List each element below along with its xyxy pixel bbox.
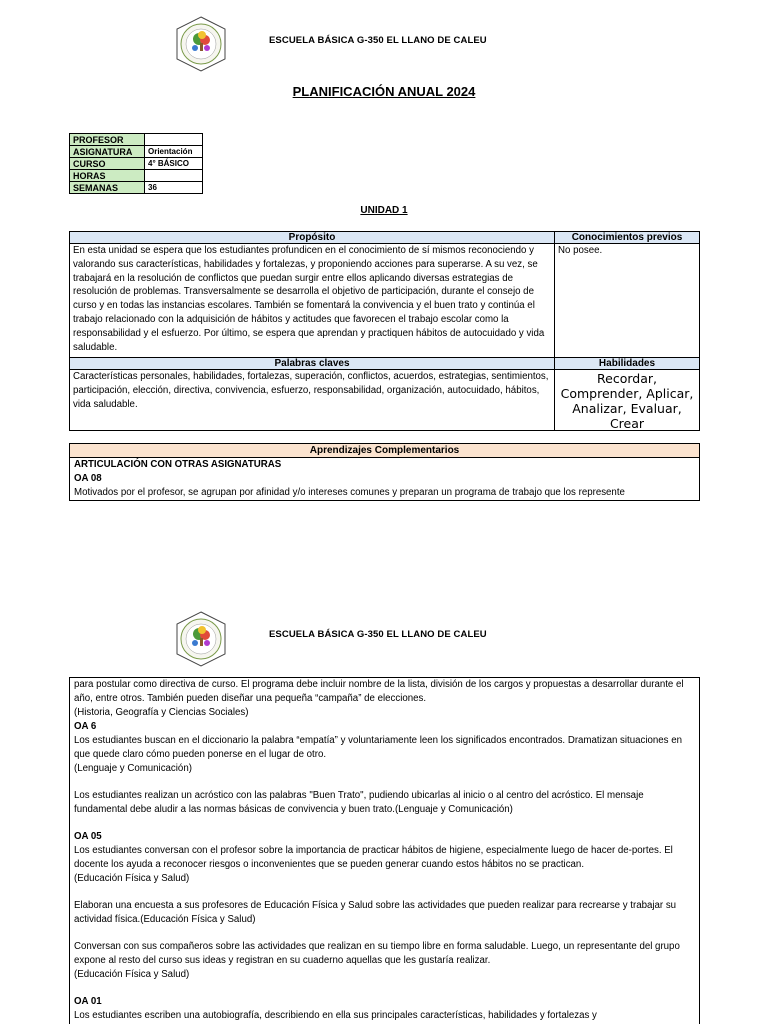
oa-01-label: OA 01 bbox=[74, 996, 102, 1007]
paragraph: Los estudiantes buscan en el diccionario la palabra “empatía” y voluntariamente leen los significados encontrados. Dramatizan situaciones en que quede claro cómo pueden ponerse en el lugar de otro. bbox=[74, 735, 682, 760]
subject-note: (Educación Física y Salud) bbox=[74, 969, 190, 980]
oa-08-label: OA 08 bbox=[74, 472, 102, 484]
document-title: PLANIFICACIÓN ANUAL 2024 bbox=[292, 84, 476, 99]
info-label: ASIGNATURA bbox=[70, 146, 145, 158]
complementary-section bbox=[69, 443, 700, 501]
info-row-curso bbox=[70, 158, 203, 170]
info-value bbox=[145, 170, 203, 182]
info-table bbox=[69, 133, 203, 194]
info-row-asignatura bbox=[70, 146, 203, 158]
school-logo bbox=[173, 610, 229, 668]
articulation-heading: ARTICULACIÓN CON OTRAS ASIGNATURAS bbox=[74, 459, 282, 470]
purpose-header: Propósito bbox=[69, 231, 555, 244]
info-row-profesor bbox=[70, 134, 203, 146]
subject-note: (Lenguaje y Comunicación) bbox=[74, 763, 192, 774]
info-label: SEMANAS bbox=[70, 182, 145, 194]
oa-6-label: OA 6 bbox=[74, 721, 97, 732]
info-row-horas bbox=[70, 170, 203, 182]
info-value: Orientación bbox=[145, 146, 203, 158]
prior-knowledge-header: Conocimientos previos bbox=[554, 231, 700, 244]
complementary-header: Aprendizajes Complementarios bbox=[70, 444, 699, 458]
subject-note: (Educación Física y Salud) bbox=[74, 873, 190, 884]
activities-continuation bbox=[69, 677, 700, 1024]
paragraph: Elaboran una encuesta a sus profesores de Educación Física y Salud sobre las actividades que pueden realizar para recrearse y trabajar su actividad física.(Educación Física y Salud) bbox=[74, 900, 677, 925]
paragraph: para postular como directiva de curso. El programa debe incluir nombre de la lista, división de los cargos y propuestas a desarrollar durante el año, entre otros. También pueden diseñar una pequeña “campaña” de elecciones. bbox=[74, 679, 684, 704]
info-value: 36 bbox=[145, 182, 203, 194]
skills-text: Recordar, Comprender, Aplicar, Analizar, Evaluar, Crear bbox=[554, 369, 700, 431]
paragraph: Los estudiantes realizan un acróstico con las palabras "Buen Trato", pudiendo ubicarlas al inicio o al centro del acróstico. El mensaje fundamental debe aludir a las normas básicas de convivencia y buen trato.(Lenguaje y Comunicación) bbox=[74, 790, 644, 815]
paragraph: Los estudiantes conversan con el profesor sobre la importancia de practicar hábitos de higiene, especialmente luego de hacer de-portes. El docente los ayuda a reconocer riesgos o inconvenientes que se pueden generar cuando estos hábitos no se practican. bbox=[74, 845, 673, 870]
info-value: 4° BÁSICO bbox=[145, 158, 203, 170]
info-label: PROFESOR bbox=[70, 134, 145, 146]
unit-grid bbox=[69, 231, 700, 431]
paragraph: Los estudiantes escriben una autobiografía, describiendo en ella sus principales características, habilidades y fortalezas y bbox=[74, 1010, 597, 1021]
school-name: ESCUELA BÁSICA G-350 EL LLANO DE CALEU bbox=[269, 35, 487, 46]
keywords-header: Palabras claves bbox=[69, 357, 555, 370]
info-label: HORAS bbox=[70, 170, 145, 182]
prior-knowledge-text: No posee. bbox=[554, 243, 700, 358]
subject-note: (Historia, Geografía y Ciencias Sociales) bbox=[74, 707, 249, 718]
skills-header: Habilidades bbox=[554, 357, 700, 370]
unit-title: UNIDAD 1 bbox=[360, 205, 408, 216]
oa-08-text: Motivados por el profesor, se agrupan por afinidad y/o intereses comunes y preparan un programa de trabajo que los represente bbox=[74, 486, 625, 498]
school-logo bbox=[173, 15, 229, 73]
complementary-body bbox=[70, 458, 699, 499]
oa-05-label: OA 05 bbox=[74, 831, 102, 842]
info-value bbox=[145, 134, 203, 146]
purpose-text: En esta unidad se espera que los estudiantes profundicen en el conocimiento de sí mismos reconociendo y valorando sus características, habilidades y fortalezas, y proponiendo acciones para superarse. A su vez, se trabajará en la resolución de conflictos que puedan surgir entre ellos aplicando diversas estrategias de resolución de problemas. Transversalmente se desarrolla el objetivo de participación, durante el consejo de curso y en todas las instancias escolares. También se fomentará la convivencia y el buen trato y continúa el trabajo relacionado con la adquisición de hábitos y actitudes que favorecen el trabajo escolar como la responsabilidad y el esfuerzo. Por último, se espera que aprendan y practiquen hábitos de autocuidado y vida saludable. bbox=[69, 243, 555, 358]
keywords-text: Características personales, habilidades, fortalezas, superación, conflictos, acuerdos, estrategias, sentimientos, participación, elección, directiva, convivencia, esfuerzo, responsabilidad, organización, autocuidado, hábitos, vida saludable. bbox=[69, 369, 555, 431]
page-2 bbox=[0, 600, 768, 1024]
paragraph: Conversan con sus compañeros sobre las actividades que realizan en su tiempo libre en forma saludable. Luego, un representante del grupo expone al resto del curso sus ideas y registran en su cuaderno aquellas que les gustaría realizar. bbox=[74, 941, 680, 966]
info-label: CURSO bbox=[70, 158, 145, 170]
school-name: ESCUELA BÁSICA G-350 EL LLANO DE CALEU bbox=[269, 629, 487, 640]
info-row-semanas bbox=[70, 182, 203, 194]
